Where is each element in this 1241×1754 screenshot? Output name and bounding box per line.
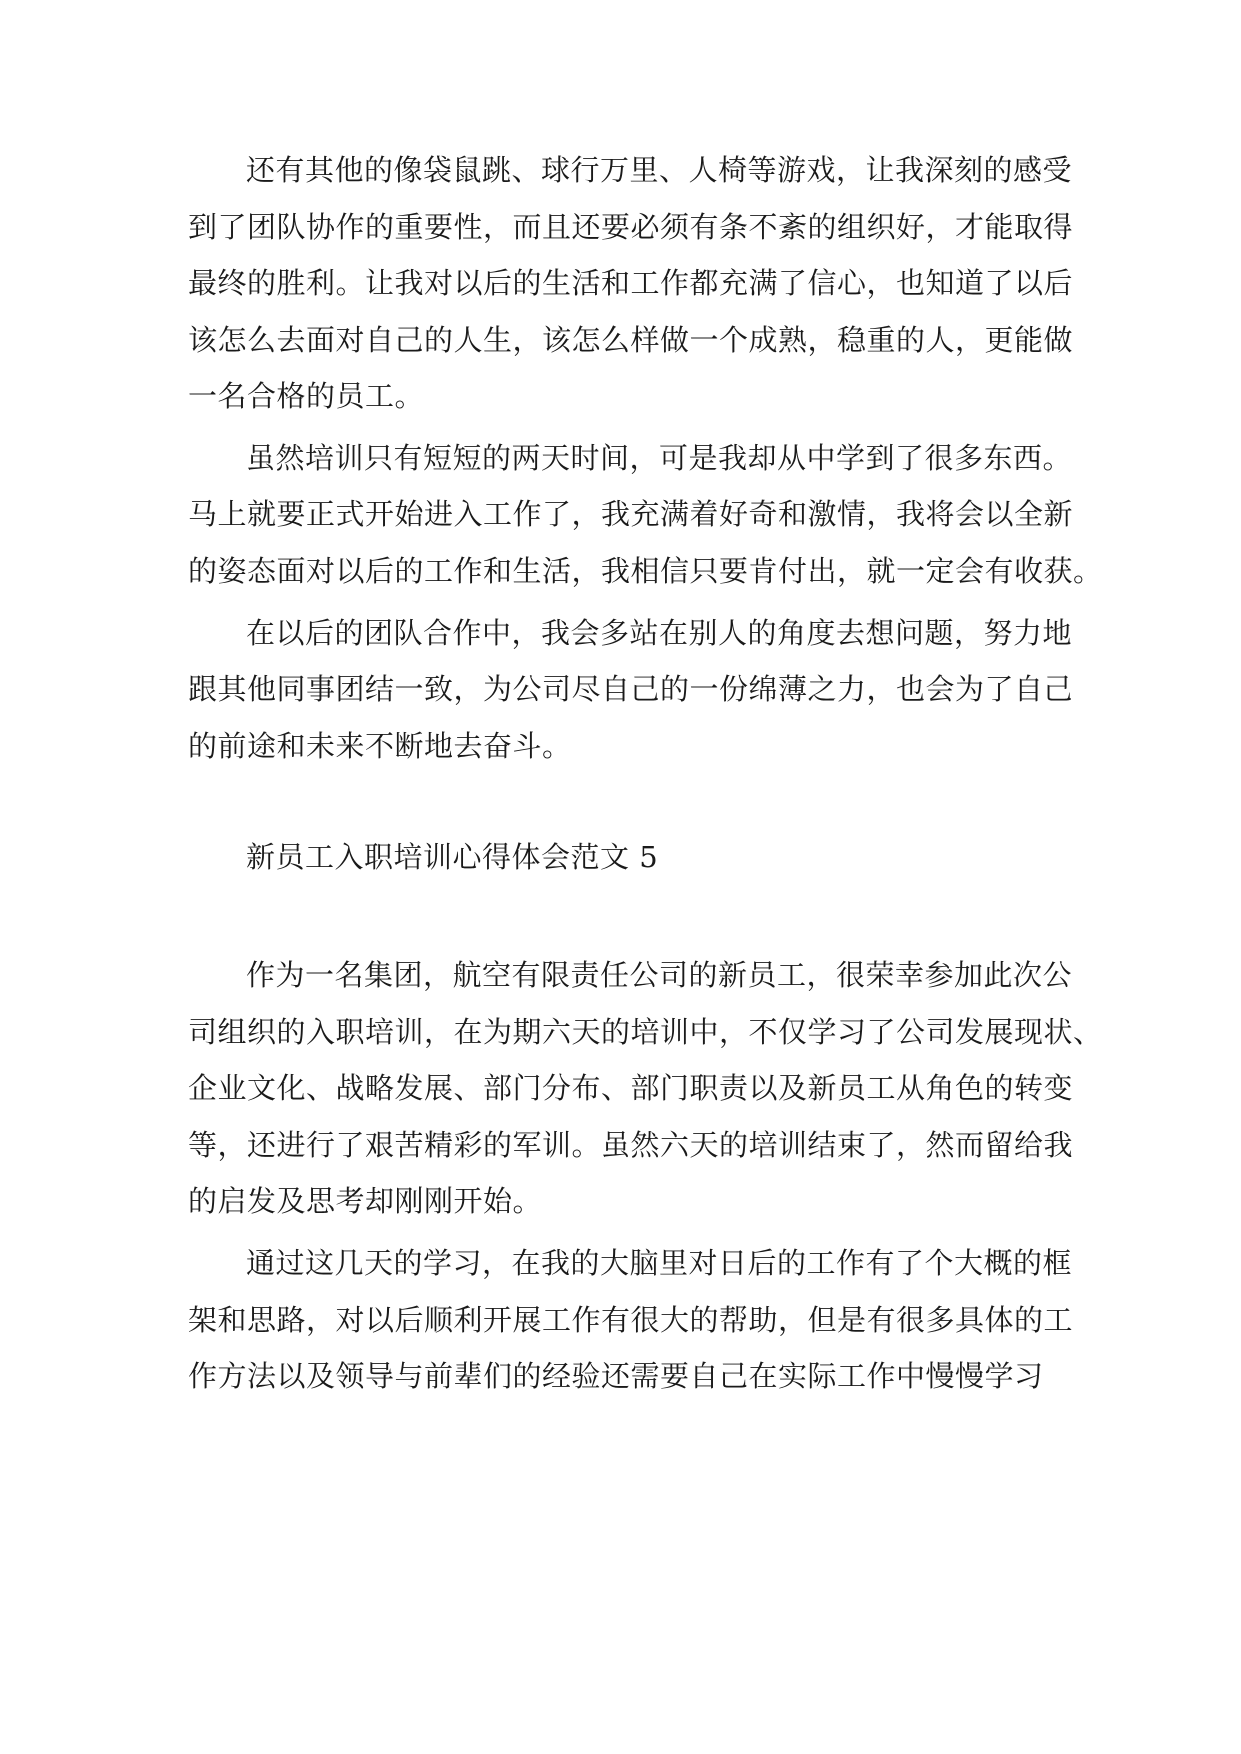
- paragraph-4-line-5: 的启发及思考却刚刚开始。: [188, 1184, 543, 1218]
- paragraph-3-line-3: 的前途和未来不断地去奋斗。: [188, 729, 572, 763]
- paragraph-1-line-1: 还有其他的像袋鼠跳、球行万里、人椅等游戏，让我深刻的感受: [246, 153, 1073, 187]
- paragraph-1-line-2: 到了团队协作的重要性，而且还要必须有条不紊的组织好，才能取得: [188, 210, 1074, 244]
- paragraph-2-line-3: 的姿态面对以后的工作和生活，我相信只要肯付出，就一定会有收获。: [188, 554, 1103, 588]
- paragraph-4-line-4: 等，还进行了艰苦精彩的军训。虽然六天的培训结束了，然而留给我: [188, 1128, 1074, 1162]
- paragraph-4-line-1: 作为一名集团，航空有限责任公司的新员工，很荣幸参加此次公: [246, 958, 1073, 992]
- paragraph-4-line-3: 企业文化、战略发展、部门分布、部门职责以及新员工从角色的转变: [188, 1071, 1074, 1105]
- paragraph-5-line-1: 通过这几天的学习，在我的大脑里对日后的工作有了个大概的框: [246, 1246, 1073, 1280]
- paragraph-5-line-2: 架和思路，对以后顺利开展工作有很大的帮助，但是有很多具体的工: [188, 1303, 1074, 1337]
- paragraph-1-line-4: 该怎么去面对自己的人生，该怎么样做一个成熟，稳重的人，更能做: [188, 323, 1074, 357]
- paragraph-2-line-1: 虽然培训只有短短的两天时间，可是我却从中学到了很多东西。: [246, 441, 1073, 475]
- paragraph-4-line-2: 司组织的入职培训，在为期六天的培训中，不仅学习了公司发展现状、: [188, 1015, 1103, 1049]
- paragraph-1-line-3: 最终的胜利。让我对以后的生活和工作都充满了信心，也知道了以后: [188, 266, 1074, 300]
- paragraph-3-line-1: 在以后的团队合作中，我会多站在别人的角度去想问题，努力地: [246, 616, 1073, 650]
- paragraph-5-line-3: 作方法以及领导与前辈们的经验还需要自己在实际工作中慢慢学习: [188, 1359, 1044, 1393]
- section-heading: 新员工入职培训心得体会范文 5: [246, 840, 659, 874]
- paragraph-1-line-5: 一名合格的员工。: [188, 379, 425, 413]
- paragraph-2-line-2: 马上就要正式开始进入工作了，我充满着好奇和激情，我将会以全新: [188, 497, 1074, 531]
- paragraph-3-line-2: 跟其他同事团结一致，为公司尽自己的一份绵薄之力，也会为了自己: [188, 672, 1074, 706]
